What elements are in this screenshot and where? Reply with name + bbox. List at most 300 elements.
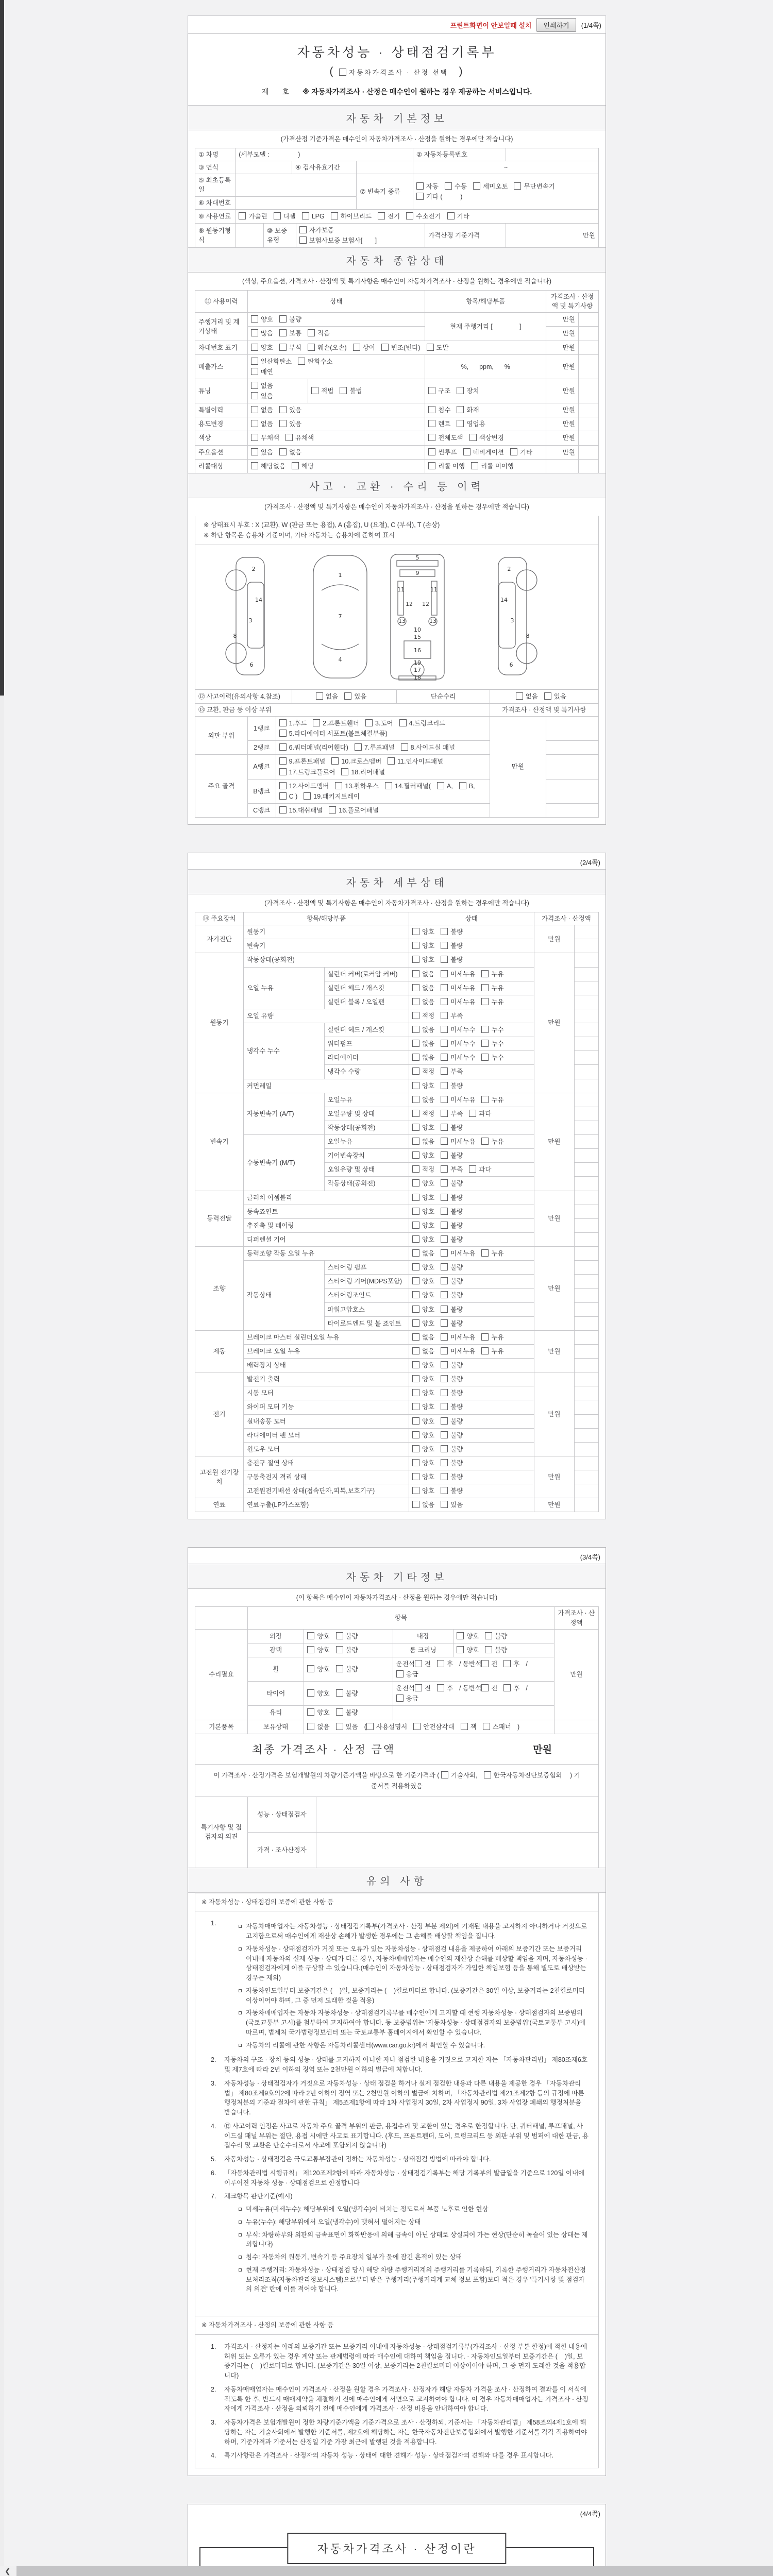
- checkbox-option[interactable]: [445, 182, 467, 191]
- checkbox-icon: [412, 1459, 419, 1466]
- checkbox-option[interactable]: [279, 719, 307, 728]
- checkbox-option[interactable]: [510, 448, 532, 457]
- checkbox-option[interactable]: [279, 757, 326, 766]
- checkbox-option[interactable]: [485, 1646, 507, 1655]
- checkbox-option[interactable]: [441, 1039, 475, 1048]
- checkbox-option[interactable]: [412, 1319, 434, 1328]
- checkbox-option[interactable]: [428, 405, 450, 415]
- checkbox-option[interactable]: [251, 419, 273, 429]
- checkbox-option[interactable]: [279, 315, 301, 324]
- checkbox-option[interactable]: [308, 343, 347, 352]
- checkbox-option[interactable]: [457, 386, 479, 396]
- svg-text:5: 5: [415, 554, 419, 561]
- checkbox-option[interactable]: [307, 1722, 329, 1732]
- checkbox-option[interactable]: [457, 419, 485, 429]
- checkbox-option[interactable]: [469, 433, 504, 443]
- checkbox-option[interactable]: [503, 1684, 519, 1693]
- checkbox-option[interactable]: [279, 806, 323, 815]
- vertical-scrollbar[interactable]: [0, 0, 4, 2576]
- checkbox-option[interactable]: [399, 719, 446, 728]
- checkbox-option[interactable]: [353, 343, 375, 352]
- checkbox-option[interactable]: [441, 1402, 463, 1412]
- checkbox-label: 없음: [525, 692, 538, 700]
- row-item: 오일누유: [324, 1093, 409, 1107]
- checkbox-option[interactable]: [441, 1486, 463, 1496]
- table-row: [195, 417, 599, 431]
- checkbox-option[interactable]: [412, 970, 434, 979]
- table-row: [195, 1372, 599, 1386]
- checkbox-option[interactable]: [441, 1500, 463, 1510]
- checkbox-icon: [457, 387, 464, 394]
- checkbox-option[interactable]: [481, 970, 503, 979]
- checkbox-option[interactable]: [412, 1417, 434, 1426]
- checkbox-icon: [285, 434, 293, 441]
- group-label: 특기사항 및 점검자의 의견: [195, 1797, 248, 1868]
- checkbox-option[interactable]: [307, 1632, 329, 1641]
- checkbox-option[interactable]: [412, 927, 434, 937]
- checkbox-option[interactable]: [285, 433, 314, 443]
- checkbox-option[interactable]: [441, 1347, 475, 1356]
- checkbox-icon: [441, 1040, 448, 1047]
- field-label: ⑨ 원동기형식: [195, 223, 236, 247]
- checkbox-option[interactable]: [481, 1039, 503, 1048]
- checkbox-option[interactable]: [412, 1025, 434, 1035]
- checkbox-option[interactable]: [441, 1165, 463, 1174]
- checkbox-icon: [251, 434, 258, 441]
- checkbox-option[interactable]: [441, 1151, 463, 1160]
- checkbox-option[interactable]: [366, 1722, 407, 1732]
- checkbox-option[interactable]: [412, 1431, 434, 1440]
- checkbox-label: B,: [468, 782, 475, 790]
- checkbox-option[interactable]: [378, 212, 400, 221]
- checkbox-option[interactable]: [385, 782, 431, 791]
- checkbox-option[interactable]: [239, 212, 267, 221]
- checkbox-label: 불량: [450, 1222, 463, 1229]
- row-options: [409, 1316, 534, 1330]
- checkbox-icon: [441, 1417, 448, 1425]
- checkbox-option[interactable]: [412, 997, 434, 1007]
- checkbox-label: 양호: [422, 1194, 435, 1201]
- checkbox-option[interactable]: [483, 1722, 511, 1732]
- checkbox-option[interactable]: [441, 1081, 463, 1091]
- checkbox-option[interactable]: [484, 1770, 562, 1781]
- checkbox-option[interactable]: [302, 212, 325, 221]
- row-options: [409, 1414, 534, 1428]
- checkbox-option[interactable]: [308, 329, 330, 338]
- row-options: [409, 953, 534, 967]
- checkbox-option[interactable]: [307, 1665, 329, 1674]
- checkbox-option[interactable]: [473, 182, 508, 191]
- checkbox-icon: [484, 1771, 491, 1778]
- checkbox-option[interactable]: [412, 1249, 434, 1258]
- checkbox-option[interactable]: [457, 1646, 479, 1655]
- checkbox-option[interactable]: [299, 236, 377, 245]
- checkbox-option[interactable]: [412, 1472, 434, 1482]
- checkbox-option[interactable]: [412, 955, 434, 964]
- checkbox-option[interactable]: [412, 1375, 434, 1384]
- checkbox-option[interactable]: [441, 1137, 475, 1146]
- note-cell: [578, 459, 598, 473]
- basic-row: [195, 148, 599, 161]
- checkbox-option[interactable]: [412, 1500, 434, 1510]
- checkbox-option[interactable]: [441, 1263, 463, 1272]
- checkbox-option[interactable]: [412, 1053, 434, 1062]
- row-item: 발전기 출력: [243, 1372, 409, 1386]
- checkbox-option[interactable]: [415, 1684, 431, 1693]
- checkbox-option[interactable]: [412, 941, 434, 951]
- checkbox-option[interactable]: [412, 1137, 434, 1146]
- checkbox-option[interactable]: [279, 448, 301, 457]
- checkbox-option[interactable]: [279, 329, 301, 338]
- checkbox-option[interactable]: [441, 1305, 463, 1314]
- checkbox-option[interactable]: [251, 367, 273, 377]
- checkbox-option[interactable]: [311, 386, 333, 396]
- checkbox-option[interactable]: [469, 1109, 491, 1118]
- checkbox-option[interactable]: [412, 1207, 434, 1216]
- checkbox-option[interactable]: [279, 419, 301, 429]
- checkbox-icon: [292, 462, 299, 469]
- checkbox-option[interactable]: [251, 381, 273, 391]
- checkbox-option[interactable]: [441, 1109, 463, 1118]
- checkbox-option[interactable]: [441, 1277, 463, 1286]
- scroll-left-arrow-icon[interactable]: ❮: [5, 2567, 11, 2575]
- checkbox-icon: [441, 1054, 448, 1061]
- checkbox-option[interactable]: [412, 1263, 434, 1272]
- checkbox-option[interactable]: [335, 782, 379, 791]
- checkbox-option[interactable]: [340, 386, 362, 396]
- checkbox-option[interactable]: [481, 1684, 497, 1693]
- checkbox-option[interactable]: [416, 182, 439, 191]
- checkbox-option[interactable]: [304, 792, 360, 801]
- note-cell: [574, 1372, 598, 1386]
- checkbox-option[interactable]: [485, 1632, 507, 1641]
- checkbox-option[interactable]: [471, 462, 514, 471]
- price-survey-select-checkbox[interactable]: [339, 65, 448, 78]
- checkbox-option[interactable]: [481, 1333, 503, 1342]
- checkbox-icon: [331, 212, 338, 219]
- checkbox-option[interactable]: [396, 1670, 418, 1679]
- checkbox-icon: [445, 182, 452, 190]
- checkbox-option[interactable]: [412, 1388, 434, 1398]
- checkbox-option[interactable]: [365, 719, 393, 728]
- checkbox-label: 불량: [345, 1709, 358, 1717]
- checkbox-option[interactable]: [279, 729, 388, 738]
- checkbox-option[interactable]: [514, 182, 554, 191]
- checkbox-option[interactable]: [428, 386, 450, 396]
- checkbox-option[interactable]: [279, 782, 329, 791]
- checkbox-option[interactable]: [344, 692, 366, 701]
- checkbox-option[interactable]: [413, 1722, 454, 1732]
- price-unit: 만원: [506, 223, 598, 247]
- checkbox-option[interactable]: [481, 1053, 503, 1062]
- checkbox-icon: [341, 768, 348, 775]
- checkbox-option[interactable]: [412, 1445, 434, 1454]
- checkbox-option[interactable]: [336, 1665, 358, 1674]
- checkbox-option[interactable]: [412, 1193, 434, 1202]
- checkbox-option[interactable]: [412, 1109, 434, 1118]
- checkbox-option[interactable]: [336, 1722, 358, 1732]
- horizontal-scrollbar-track[interactable]: [16, 2566, 773, 2576]
- checkbox-option[interactable]: [412, 1151, 434, 1160]
- checkbox-option[interactable]: [251, 462, 285, 471]
- checkbox-option[interactable]: [279, 343, 301, 352]
- checkbox-option[interactable]: [412, 984, 434, 993]
- checkbox-option[interactable]: [457, 405, 479, 415]
- checkbox-option[interactable]: [441, 997, 475, 1007]
- checkbox-option[interactable]: [441, 1291, 463, 1300]
- checkbox-option[interactable]: [441, 1361, 463, 1370]
- checkbox-option[interactable]: [544, 692, 566, 701]
- checkbox-option[interactable]: [341, 768, 385, 777]
- column-header: 가격조사 · 산정액 및 특기사항: [546, 291, 599, 313]
- checkbox-option[interactable]: [441, 927, 463, 937]
- checkbox-option[interactable]: [412, 1361, 434, 1370]
- checkbox-option[interactable]: [441, 955, 463, 964]
- checkbox-option[interactable]: [251, 392, 273, 401]
- checkbox-option[interactable]: [313, 719, 359, 728]
- checkbox-option[interactable]: [412, 1235, 434, 1244]
- checkbox-icon: [441, 1431, 448, 1438]
- checkbox-option[interactable]: [307, 1708, 329, 1717]
- checkbox-option[interactable]: [437, 1684, 453, 1693]
- checkbox-option[interactable]: [441, 1417, 463, 1426]
- checkbox-option[interactable]: [412, 1333, 434, 1342]
- checkbox-option[interactable]: [251, 315, 273, 324]
- checkbox-option[interactable]: [401, 743, 455, 752]
- row-item: 디퍼렌셜 기어: [243, 1232, 409, 1246]
- checkbox-option[interactable]: [279, 768, 335, 777]
- caution-bullets: [239, 1922, 589, 2050]
- checkbox-option[interactable]: [441, 941, 463, 951]
- checkbox-option[interactable]: [292, 462, 314, 471]
- checkbox-label: 불법: [349, 387, 362, 395]
- checkbox-option[interactable]: [274, 212, 296, 221]
- checkbox-option[interactable]: [412, 1179, 434, 1188]
- checkbox-option[interactable]: [412, 1347, 434, 1356]
- checkbox-icon: [308, 329, 315, 336]
- checkbox-option[interactable]: [412, 1486, 434, 1496]
- checkbox-option[interactable]: [279, 405, 301, 415]
- checkbox-option[interactable]: [481, 1025, 503, 1035]
- row-options: [409, 1149, 534, 1163]
- checkbox-option[interactable]: [415, 1659, 431, 1669]
- checkbox-option[interactable]: [331, 212, 372, 221]
- checkbox-label: 양호: [422, 956, 435, 964]
- checkbox-label: 없음: [422, 998, 435, 1006]
- checkbox-option[interactable]: [481, 1249, 503, 1258]
- checkbox-option[interactable]: [251, 357, 292, 366]
- checkbox-option[interactable]: [481, 1347, 503, 1356]
- caution-bullet: 자동차매매업자는 자동차성능 · 상태점검기록부(가격조사 · 산정 부분 제외)에 기재된 내용을 고지하지 아니하거나 거짓으로 고지함으로써 매수인에게 재산상 손해가 발생한 경우에는 그 손해를 배상할 책임을 집니다.: [239, 1922, 589, 1941]
- checkbox-option[interactable]: [441, 1053, 475, 1062]
- checkbox-option[interactable]: [251, 448, 273, 457]
- checkbox-option[interactable]: [336, 1632, 358, 1641]
- checkbox-option[interactable]: [316, 692, 338, 701]
- checkbox-option[interactable]: [412, 1039, 434, 1048]
- table-row: [195, 912, 599, 925]
- table-row: [195, 689, 599, 703]
- checkbox-option[interactable]: [481, 1659, 497, 1669]
- checkbox-option[interactable]: [355, 743, 395, 752]
- checkbox-option[interactable]: [412, 1081, 434, 1091]
- row-label: 용도변경: [195, 417, 248, 431]
- checkbox-option[interactable]: [412, 1277, 434, 1286]
- checkbox-option[interactable]: [481, 997, 503, 1007]
- checkbox-option[interactable]: [251, 405, 273, 415]
- checkbox-icon: [441, 942, 448, 949]
- row-item: 실린더 커버(로커암 커버): [324, 967, 409, 981]
- checkbox-option[interactable]: [447, 212, 469, 221]
- row-options: [409, 1065, 534, 1079]
- row-options: [409, 1051, 534, 1065]
- checkbox-option[interactable]: [428, 462, 465, 471]
- checkbox-icon: [336, 1723, 343, 1730]
- checkbox-icon: [441, 1110, 448, 1117]
- checkbox-option[interactable]: [336, 1708, 358, 1717]
- checkbox-label: 부족: [450, 1012, 463, 1020]
- checkbox-option[interactable]: [298, 357, 332, 366]
- checkbox-option[interactable]: [396, 1694, 418, 1703]
- checkbox-option[interactable]: [441, 1333, 475, 1342]
- checkbox-option[interactable]: [441, 1011, 463, 1021]
- field-value: [236, 223, 264, 247]
- checkbox-label: 불량: [450, 1278, 463, 1285]
- checkbox-option[interactable]: [427, 343, 449, 352]
- checkbox-option[interactable]: [441, 1459, 463, 1468]
- checkbox-label: 사용설명서: [376, 1723, 408, 1731]
- vertical-scrollbar-thumb[interactable]: [0, 0, 4, 696]
- checkbox-option[interactable]: [428, 419, 450, 429]
- field-label: ⑤ 최초등록일: [195, 174, 236, 196]
- checkbox-icon: [503, 1684, 511, 1691]
- row-options: [409, 1456, 534, 1470]
- checkbox-option[interactable]: [441, 984, 475, 993]
- checkbox-option[interactable]: [441, 1221, 463, 1230]
- checkbox-icon: [279, 719, 287, 726]
- checkbox-option[interactable]: [329, 806, 379, 815]
- checkbox-label: 과다: [479, 1110, 492, 1117]
- row-options: [409, 939, 534, 953]
- checkbox-option[interactable]: [441, 1235, 463, 1244]
- row-item: 광택: [247, 1643, 304, 1657]
- checkbox-option[interactable]: [459, 782, 475, 791]
- checkbox-label: 양호: [422, 1362, 435, 1369]
- checkbox-option[interactable]: [412, 1291, 434, 1300]
- checkbox-option[interactable]: [412, 1402, 434, 1412]
- price-unit: 만원: [534, 1498, 574, 1512]
- checkbox-option[interactable]: [437, 782, 453, 791]
- checkbox-label: 양호: [422, 1292, 435, 1299]
- checkbox-option[interactable]: [481, 984, 503, 993]
- checkbox-option[interactable]: [441, 1431, 463, 1440]
- checkbox-option[interactable]: [279, 792, 298, 801]
- checkbox-option[interactable]: [307, 1689, 329, 1698]
- checkbox-option[interactable]: [441, 1123, 463, 1132]
- checkbox-label: 불량: [450, 1208, 463, 1215]
- checkbox-option[interactable]: [441, 1249, 475, 1258]
- checkbox-option[interactable]: [441, 1375, 463, 1384]
- horizontal-scrollbar[interactable]: [0, 2566, 773, 2576]
- checkbox-option[interactable]: [412, 1305, 434, 1314]
- checkbox-option[interactable]: [463, 448, 504, 457]
- checkbox-option[interactable]: [441, 1025, 475, 1035]
- checkbox-icon: [401, 743, 408, 751]
- checkbox-option[interactable]: [481, 1095, 503, 1105]
- checkbox-option[interactable]: [441, 1319, 463, 1328]
- checkbox-label: 5.라디에이터 서포트(볼트체결부품): [289, 730, 388, 738]
- print-button[interactable]: 인쇄하기: [536, 18, 576, 32]
- checkbox-option[interactable]: [251, 433, 279, 443]
- checkbox-icon: [365, 719, 373, 726]
- checkbox-label: 한국자동차진단보증협회: [493, 1771, 562, 1779]
- checkbox-option[interactable]: [441, 1472, 463, 1482]
- checkbox-option[interactable]: [331, 757, 381, 766]
- row-item: 실내송풍 모터: [243, 1414, 409, 1428]
- checkbox-option[interactable]: [279, 743, 348, 752]
- checkbox-label: 전기: [388, 212, 400, 220]
- checkbox-option[interactable]: [437, 1659, 453, 1669]
- checkbox-option[interactable]: [441, 1770, 478, 1781]
- checkbox-option[interactable]: [416, 192, 463, 201]
- field-label: ② 자동차등록번호: [413, 148, 506, 161]
- checkbox-option[interactable]: [441, 1445, 463, 1454]
- checkbox-option[interactable]: [461, 1722, 477, 1732]
- checkbox-option[interactable]: [412, 1221, 434, 1230]
- checkbox-option[interactable]: [307, 1646, 329, 1655]
- note-cell: [574, 1247, 598, 1261]
- checkbox-icon: [251, 368, 258, 375]
- note-cell: [574, 1442, 598, 1456]
- price-unit: 만원: [534, 1330, 574, 1372]
- checkbox-option[interactable]: [441, 1095, 475, 1105]
- checkbox-option[interactable]: [441, 1388, 463, 1398]
- checkbox-option[interactable]: [412, 1165, 434, 1174]
- checkbox-option[interactable]: [412, 1123, 434, 1132]
- checkbox-option[interactable]: [336, 1646, 358, 1655]
- checkbox-option[interactable]: [412, 1011, 434, 1021]
- checkbox-option[interactable]: [299, 226, 334, 235]
- checkbox-option[interactable]: [251, 329, 273, 338]
- form-page-2: [188, 853, 606, 1519]
- print-install-notice[interactable]: 프린트화면이 안보일때 설치: [450, 21, 532, 29]
- checkbox-option[interactable]: [428, 433, 463, 443]
- checkbox-option[interactable]: [406, 212, 441, 221]
- code-note-2: ※ 하단 항목은 승용차 기준이며, 기타 자동차는 승용차에 준하여 표시: [204, 531, 395, 539]
- checkbox-option[interactable]: [388, 757, 443, 766]
- checkbox-icon: [457, 1646, 464, 1653]
- checkbox-option[interactable]: [481, 1137, 503, 1146]
- checkbox-option[interactable]: [503, 1659, 519, 1669]
- checkbox-icon: [412, 1026, 419, 1033]
- checkbox-option[interactable]: [441, 970, 475, 979]
- checkbox-option[interactable]: [516, 692, 538, 701]
- checkbox-option[interactable]: [428, 448, 457, 457]
- checkbox-option[interactable]: [457, 1632, 479, 1641]
- caution-item: [211, 2168, 589, 2188]
- checkbox-option[interactable]: [469, 1165, 491, 1174]
- checkbox-option[interactable]: [441, 1067, 463, 1076]
- checkbox-option[interactable]: [251, 343, 273, 352]
- checkbox-label: 9.프론트패널: [289, 758, 326, 766]
- checkbox-option[interactable]: [412, 1067, 434, 1076]
- checkbox-option[interactable]: [441, 1207, 463, 1216]
- checkbox-option[interactable]: [441, 1179, 463, 1188]
- checkbox-option[interactable]: [336, 1689, 358, 1698]
- checkbox-option[interactable]: [441, 1193, 463, 1202]
- checkbox-option[interactable]: [381, 343, 421, 352]
- checkbox-option[interactable]: [412, 1459, 434, 1468]
- checkbox-option[interactable]: [412, 1095, 434, 1105]
